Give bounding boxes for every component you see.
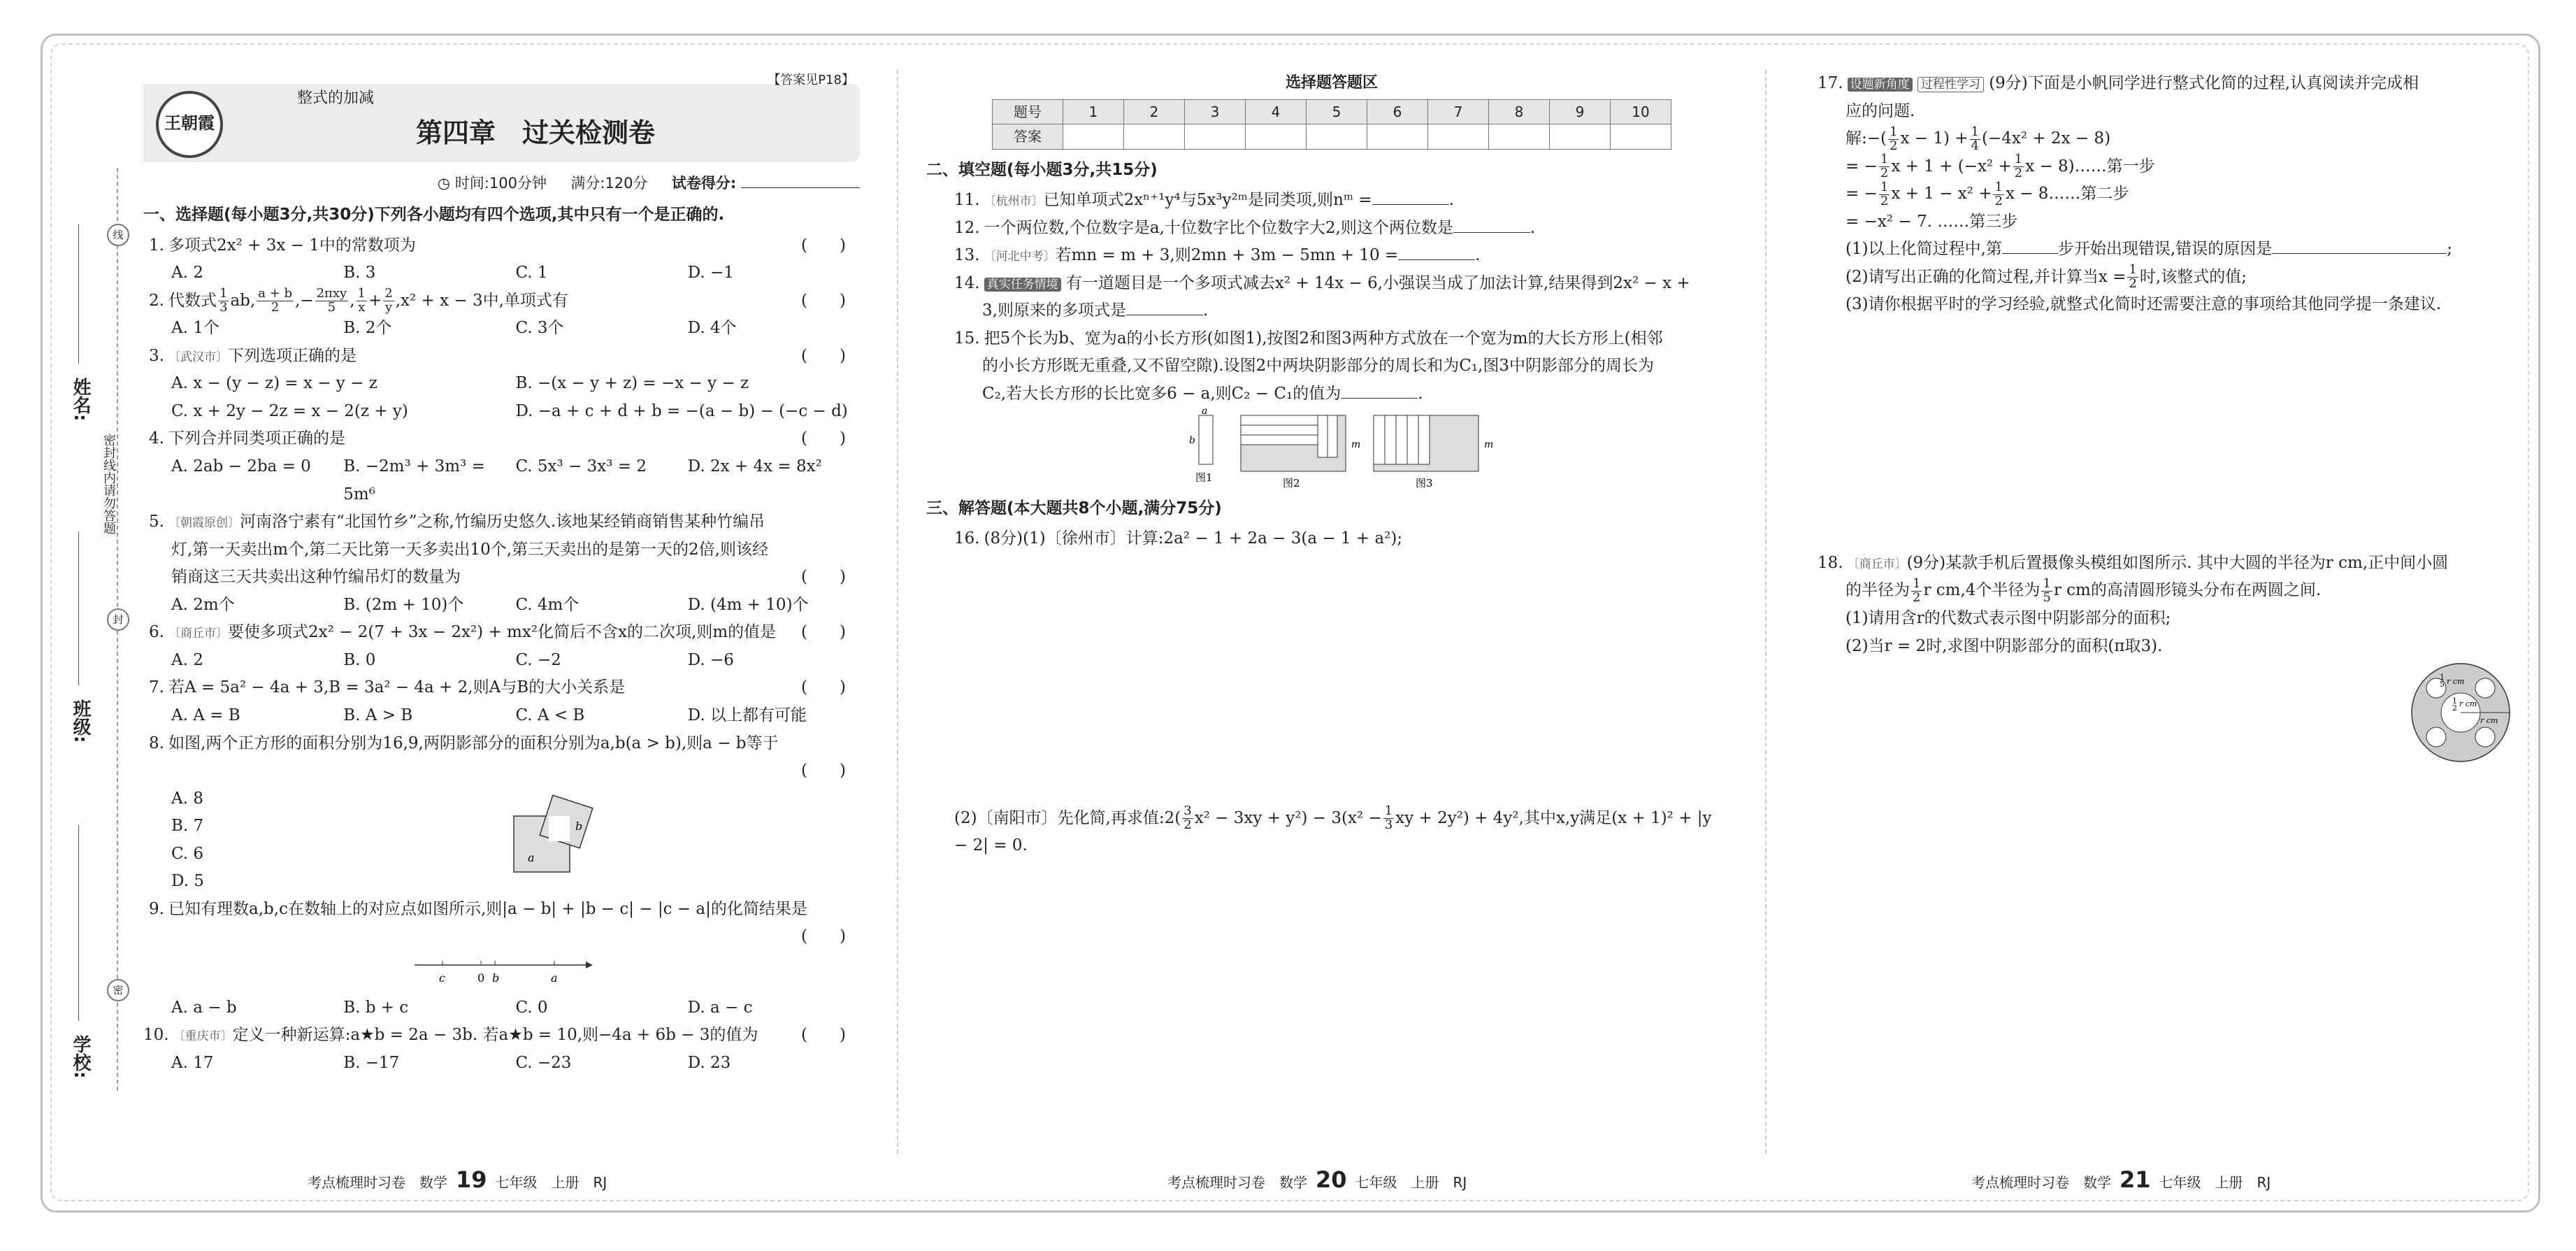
question-7: 7. 若A = 5a² − 4a + 3,B = 3a² − 4a + 2,则A与B的大小关系是 ( )	[149, 678, 846, 697]
question-8-body: A. 8 B. 7 C. 6 D. 5 a b	[143, 785, 860, 896]
question-4: 4. 下列合并同类项正确的是 ( )	[149, 429, 846, 448]
svg-text:a: a	[1202, 408, 1208, 417]
axis-a: a	[550, 971, 558, 985]
right-column: 17. 设题新角度 过程性学习 (9分)下面是小帆同学进行整式化简的过程,认真阅读并完成相 应的问题. 解:−( $\frac{1}{2}$ x − 1) + $\frac{1}{4}$ (−4x² + 2x − 8) = − $\frac{1}{2}$ x + 1 + (−x² + $\frac{1}{2}$ x − 8)……第一步 = − $\frac{1}{2}$ x + 1 − x² + $\frac{1}{2}$ x − 8……第二步 = −x² − 7. ……第三步 (1)以上化简过程中,第 步开始出现错误,错误的原因是 ; (2)请写出正确的化简过程,并计算当x = $\frac{1}{2}$ 时,该整式的值; (3)请你根据平时的学习经验,就整式化简时还需要注意的事项给其他同学提一条建议. 18. 〔商丘市〕(9分)某款手机后置摄像头模组如图所示. 其中大圆的半径为r cm,正中间小圆 的半径为 $\frac{1}{2}$ r cm,4个半径为 $\frac{1}{5}$ r cm的高清圆形镜头分布在两圆之间. (1)请用含r的代数式表示图中阴影部分的面积; (2)当r = 2时,求图中阴影部分的面积(π取3). 1 5 r cm 1 2 r cm r cm	[1818, 70, 2524, 765]
question-9: 9. 已知有理数a,b,c在数轴上的对应点如图所示,则|a − b| + |b − c| − |c − a|的化简结果是	[149, 899, 807, 918]
label-b: b	[575, 819, 583, 833]
column-divider-1	[897, 70, 898, 1154]
question-8: 8. 如图,两个正方形的面积分别为16,9,两阴影部分的面积分别为a,b(a > b),则a − b等于	[149, 734, 779, 752]
svg-text:r cm: r cm	[2447, 677, 2465, 687]
question-10-options: A. 17 B. −17 C. −23 D. 23	[171, 1053, 731, 1072]
exam-meta	[143, 171, 860, 196]
binding-mark-mi: 密	[107, 979, 129, 1001]
section-answer-title: 三、解答题(本大题共8个小题,满分75分)	[926, 499, 1222, 517]
question-7-options: A. A = B B. A > B C. A < B D. 以上都有可能	[171, 706, 807, 724]
q17-step0: 解:−( $\frac{1}{2}$ x − 1) + $\frac{1}{4}$ (−4x² + 2x − 8)	[1845, 124, 2111, 153]
question-4-options: A. 2ab − 2ba = 0 B. −2m³ + 3m³ = 5m⁶ C. 5x³ − 3x³ = 2 D. 2x + 4x = 8x²	[171, 457, 822, 503]
question-15: 15. 把5个长为b、宽为a的小长方形(如图1),按图2和图3两种方式放在一个宽为m的大长方形上(相邻	[954, 329, 1663, 348]
svg-text:m: m	[1351, 438, 1361, 450]
clock-icon: ◷	[437, 175, 451, 192]
chapter-title: 第四章 过关检测卷	[416, 117, 656, 148]
q17-step3: = −x² − 7. ……第三步	[1845, 212, 2018, 231]
page-number: 19	[456, 1166, 487, 1193]
subject-label: 整式的加减	[297, 90, 375, 107]
name-line[interactable]	[78, 224, 79, 364]
q17-part2: (2)请写出正确的化简过程,并计算当x = $\frac{1}{2}$ 时,该整式的值;	[1845, 262, 2247, 292]
answer-cell[interactable]	[1489, 124, 1550, 149]
q17-step2: = − $\frac{1}{2}$ x + 1 − x² + $\frac{1}{2}$ x − 8……第二步	[1845, 179, 2129, 208]
svg-text:5: 5	[2440, 680, 2445, 689]
name-label: 姓名:	[70, 378, 91, 422]
left-column: 王朝霞 整式的加减 【答案见P18】 第四章 过关检测卷 ◷ 时间:100分钟 满分:120分 试卷得分: 一、选择题(每小题3分,共30分)下列各小题均有四个选项,其中只有一个是正确的. 1. 多项式2x² + 3x − 1中的常数项为 ( ) A. 2 B. 3 C. 1 D. −1 2. 代数式 $\frac{1}{3}$ ab, $\frac{a + b}{2}$ ,− $\frac{\text{2πxy}}{5}$ , $\frac{1}{x}$ + $\frac{2}{y}$ ,x² + x − 3中,单项式有 ( ) A. 1个 B. 2个 C. 3个 D. 4个 3. 〔武汉市〕下列选项正确的是 ( ) A. x − (y − z) = x − y − z B. −(x − y + z) = −x − y − z C. x + 2y − 2z = x − 2(z + y) D. −a + c + d + b = −(a − b) − (−c − d) 4. 下列合并同类项正确的是 ( ) A. 2ab − 2ba = 0 B. −2m³ + 3m³ = 5m⁶ C. 5x³ − 3x³ = 2 D. 2x + 4x = 8x² 5. 〔朝霞原创〕河南洛宁素有“北国竹乡”之称,竹编历史悠久.该地某经销商销售某种竹编吊 灯,第一天卖出m个,第二天比第一天多卖出10个,第三天卖出的是第一天的2倍,则该经 销商这三天共卖出这种竹编吊灯的数量为 ( ) A. 2m个 B. (2m + 10)个 C. 4m个 D. (4m + 10)个 6. 〔商丘市〕要使多项式2x² − 2(7 + 3x − 2x²) + mx²化简后不含x的二次项,则m的值是 ( ) A. 2 B. 0 C. −2 D. −6 7. 若A = 5a² − 4a + 3,B = 3a² − 4a + 2,则A与B的大小关系是 ( ) A. A = B B. A > B C. A < B D. 以上都有可能 8. 如图,两个正方形的面积分别为16,9,两阴影部分的面积分别为a,b(a > b),则a − b等于 ( ) A. 8 B. 7 C. 6 D. 5 a b 9. 已知有理数a,b,c在数轴上的对应点如图所示,则|a − b| + |b − c| − |c − a|的化简结果是 ( ) c 0 b a A. a − b B. b + c C. 0 D. a − c 10. 〔重庆市〕定义一种新运算:a★b = 2a − 3b. 若a★b = 10,则−4a + 6b − 3的值为 ( ) A. 17 B. −17 C. −23 D. 23	[143, 70, 860, 1078]
question-10: 10. 〔重庆市〕定义一种新运算:a★b = 2a − 3b. 若a★b = 10,则−4a + 6b − 3的值为 ( )	[143, 1026, 846, 1045]
question-5-options: A. 2m个 B. (2m + 10)个 C. 4m个 D. (4m + 10)个	[171, 595, 809, 614]
answer-space-16-1[interactable]	[926, 553, 1737, 805]
question-11: 11. 〔杭州市〕已知单项式2xⁿ⁺¹y⁴与5x³y²ᵐ是同类项,则nᵐ = .	[954, 191, 1454, 210]
svg-text:r cm: r cm	[2459, 699, 2477, 709]
binding-strip	[64, 168, 141, 1091]
squares-figure	[507, 788, 605, 893]
answer-cell[interactable]	[1367, 124, 1428, 149]
fill-blank[interactable]	[1398, 259, 1475, 260]
answer-cell[interactable]	[1550, 124, 1611, 149]
answer-cell[interactable]	[1428, 124, 1489, 149]
answer-table: 题号 1 2 3 4 5 6 7 8 9 10 答案	[992, 99, 1671, 150]
time-text: 时间:100分钟	[454, 175, 547, 192]
seal-notice: 密封线内请勿答题	[101, 434, 116, 534]
question-17: 17. 设题新角度 过程性学习 (9分)下面是小帆同学进行整式化简的过程,认真阅读并完成相	[1818, 74, 2419, 92]
q17-part1: (1)以上化简过程中,第 步开始出现错误,错误的原因是 ;	[1845, 240, 2452, 259]
svg-text:1: 1	[2440, 673, 2445, 682]
answer-space-17[interactable]	[1818, 319, 2524, 550]
answer-cell[interactable]	[1246, 124, 1307, 149]
question-12: 12. 一个两位数,个位数字是a,十位数字比个位数字大2,则这个两位数是 .	[954, 218, 1536, 237]
binding-mark-line: 线	[107, 224, 129, 246]
fill-blank[interactable]	[1372, 204, 1449, 205]
school-label: 学校:	[70, 1035, 91, 1079]
axis-b: b	[491, 971, 499, 985]
binding-mark-seal: 封	[107, 608, 129, 631]
fig3-label: 图3	[1416, 476, 1433, 489]
rectangles-figure	[926, 408, 1737, 492]
answer-bracket[interactable]: ( )	[801, 236, 846, 255]
question-6-options: A. 2 B. 0 C. −2 D. −6	[171, 650, 734, 669]
question-1-options: A. 2 B. 3 C. 1 D. −1	[171, 264, 734, 283]
question-13: 13. 〔河北中考〕若mn = m + 3,则2mn + 3m − 5mn + 10 = .	[954, 246, 1481, 265]
answer-bracket[interactable]: ( )	[801, 291, 846, 310]
question-1: 1. 多项式2x² + 3x − 1中的常数项为 ( )	[143, 232, 860, 260]
column-divider-2	[1765, 70, 1766, 1154]
axis-zero: 0	[477, 971, 484, 985]
fig2-label: 图2	[1283, 476, 1300, 489]
class-label: 班级:	[70, 699, 91, 743]
question-5: 5. 〔朝霞原创〕河南洛宁素有“北国竹乡”之称,竹编历史悠久.该地某经销商销售某种竹编吊	[149, 513, 765, 531]
question-9-options: A. a − b B. b + c C. 0 D. a − c	[171, 998, 753, 1017]
question-2-options: A. 1个 B. 2个 C. 3个 D. 4个	[171, 319, 737, 338]
q17-part3: (3)请你根据平时的学习经验,就整式化简时还需要注意的事项给其他同学提一条建议.	[1845, 295, 2442, 314]
label-a: a	[528, 850, 535, 864]
score-label: 试卷得分:	[671, 175, 737, 192]
q17-step1: = − $\frac{1}{2}$ x + 1 + (−x² + $\frac{1}{2}$ x − 8)……第一步	[1845, 152, 2155, 181]
section-choice-title: 一、选择题(每小题3分,共30分)下列各小题均有四个选项,其中只有一个是正确的.	[143, 206, 725, 224]
question-3-options: A. x − (y − z) = x − y − z B. −(x − y + z) = −x − y − z C. x + 2y − 2z = x − 2(z + y) D. −a + c + d + b = −(a − b) − (−c − d)	[171, 374, 848, 420]
svg-text:2: 2	[2452, 703, 2457, 713]
question-14: 14. 真实任务情境 有一道题目是一个多项式减去x² + 14x − 6,小强误当成了加法计算,结果得到2x² − x +	[954, 273, 1690, 292]
camera-module-figure	[1818, 660, 2524, 765]
question-18: 18. 〔商丘市〕(9分)某款手机后置摄像头模组如图所示. 其中大圆的半径为r cm,正中间小圆	[1818, 553, 2449, 572]
question-16-part2: (2)〔南阳市〕先化简,再求值:2( $\frac{3}{2}$ x² − 3xy + y²) − 3(x² − $\frac{1}{3}$ xy + 2y²) + 4y²,其中x,y满足(x + 1)² + |y	[954, 803, 1712, 833]
school-line[interactable]	[78, 825, 79, 1021]
class-line[interactable]	[78, 531, 79, 685]
answer-cell[interactable]	[1063, 124, 1124, 149]
question-2: 2. 代数式 $\frac{1}{3}$ ab, $\frac{a + b}{2}$ ,− $\frac{\text{2πxy}}{5}$ , $\frac{1}{x}$ + $\frac{2}{y}$ ,x² + x − 3中,单项式有 ( )	[149, 286, 846, 315]
number-line-figure	[143, 951, 860, 994]
question-16-part1: 16. (8分)(1)〔徐州市〕计算:2a² − 1 + 2a − 3(a − 1 + a²);	[954, 529, 1403, 548]
footer-left: 考点梳理时习卷 数学 19 七年级 上册 RJ	[308, 1166, 607, 1193]
page-number: 21	[2120, 1166, 2151, 1193]
question-3: 3. 〔武汉市〕下列选项正确的是 ( )	[149, 346, 846, 365]
score-blank[interactable]	[741, 187, 860, 188]
answer-cell[interactable]	[1124, 124, 1185, 149]
section-fill-title: 二、填空题(每小题3分,共15分)	[926, 160, 1158, 179]
svg-text:b: b	[1189, 434, 1195, 446]
footer-right: 考点梳理时习卷 数学 21 七年级 上册 RJ	[1971, 1166, 2271, 1193]
logo: 王朝霞	[156, 91, 223, 158]
answer-table-title: 选择题答题区	[1285, 74, 1378, 92]
middle-column: 选择题答题区 题号 1 2 3 4 5 6 7 8 9 10 答案 二、填空题(每小题3分,共15分) 11. 〔杭州市〕已知单项式2xⁿ⁺¹y⁴与5x³y²ᵐ是同类项,则nᵐ = . 12. 一个两位数,个位数字是a,十位数字比个位数字大2,则这个两位数是 . 13. 〔河北中考〕若mn = m + 3,则2mn + 3m − 5mn + 10 = . 14. 真实任务情境 有一道题目是一个多项式减去x² + 14x − 6,小强误当成了加法计算,结果得到2x² − x + 3,则原来的多项式是 . 15. 把5个长为b、宽为a的小长方形(如图1),按图2和图3两种方式放在一个宽为m的大长方形上(相邻 的小长方形既无重叠,又不留空隙).设图2中两块阴影部分的周长和为C₁,图3中阴影部分的周长为 C₂,若大长方形的长比宽多6 − a,则C₂ − C₁的值为 . a b 图1 m 图2 m 图3 三、解答题(本大题共8个小题,满分75分) 16. (8分)(1)〔徐州市〕计算:2a² − 1 + 2a − 3(a − 1 + a²); (2)〔南阳市〕先化简,再求值:2( $\frac{3}{2}$ x² − 3xy + y²) − 3(x² − $\frac{1}{3}$ xy + 2y²) + 4y²,其中x,y满足(x + 1)² + |y − 2| = 0.	[926, 70, 1737, 860]
answer-cell[interactable]	[1185, 124, 1246, 149]
svg-text:1: 1	[2452, 696, 2457, 706]
question-6: 6. 〔商丘市〕要使多项式2x² − 2(7 + 3x − 2x²) + mx²化简后不含x的二次项,则m的值是 ( )	[149, 623, 846, 642]
fig1-label: 图1	[1195, 471, 1213, 484]
svg-text:r cm: r cm	[2480, 716, 2498, 726]
footer-middle: 考点梳理时习卷 数学 20 七年级 上册 RJ	[1167, 1166, 1467, 1193]
full-score-text: 满分:120分	[570, 175, 648, 192]
header-band	[143, 70, 860, 162]
page-number: 20	[1316, 1166, 1347, 1193]
svg-text:m: m	[1484, 438, 1492, 450]
answer-cell[interactable]	[1611, 124, 1671, 149]
answer-cell[interactable]	[1307, 124, 1367, 149]
fill-blank[interactable]	[1341, 398, 1418, 399]
answer-reference: 【答案见P18】	[768, 73, 854, 87]
fill-blank[interactable]	[1453, 232, 1530, 233]
axis-c: c	[438, 971, 445, 985]
